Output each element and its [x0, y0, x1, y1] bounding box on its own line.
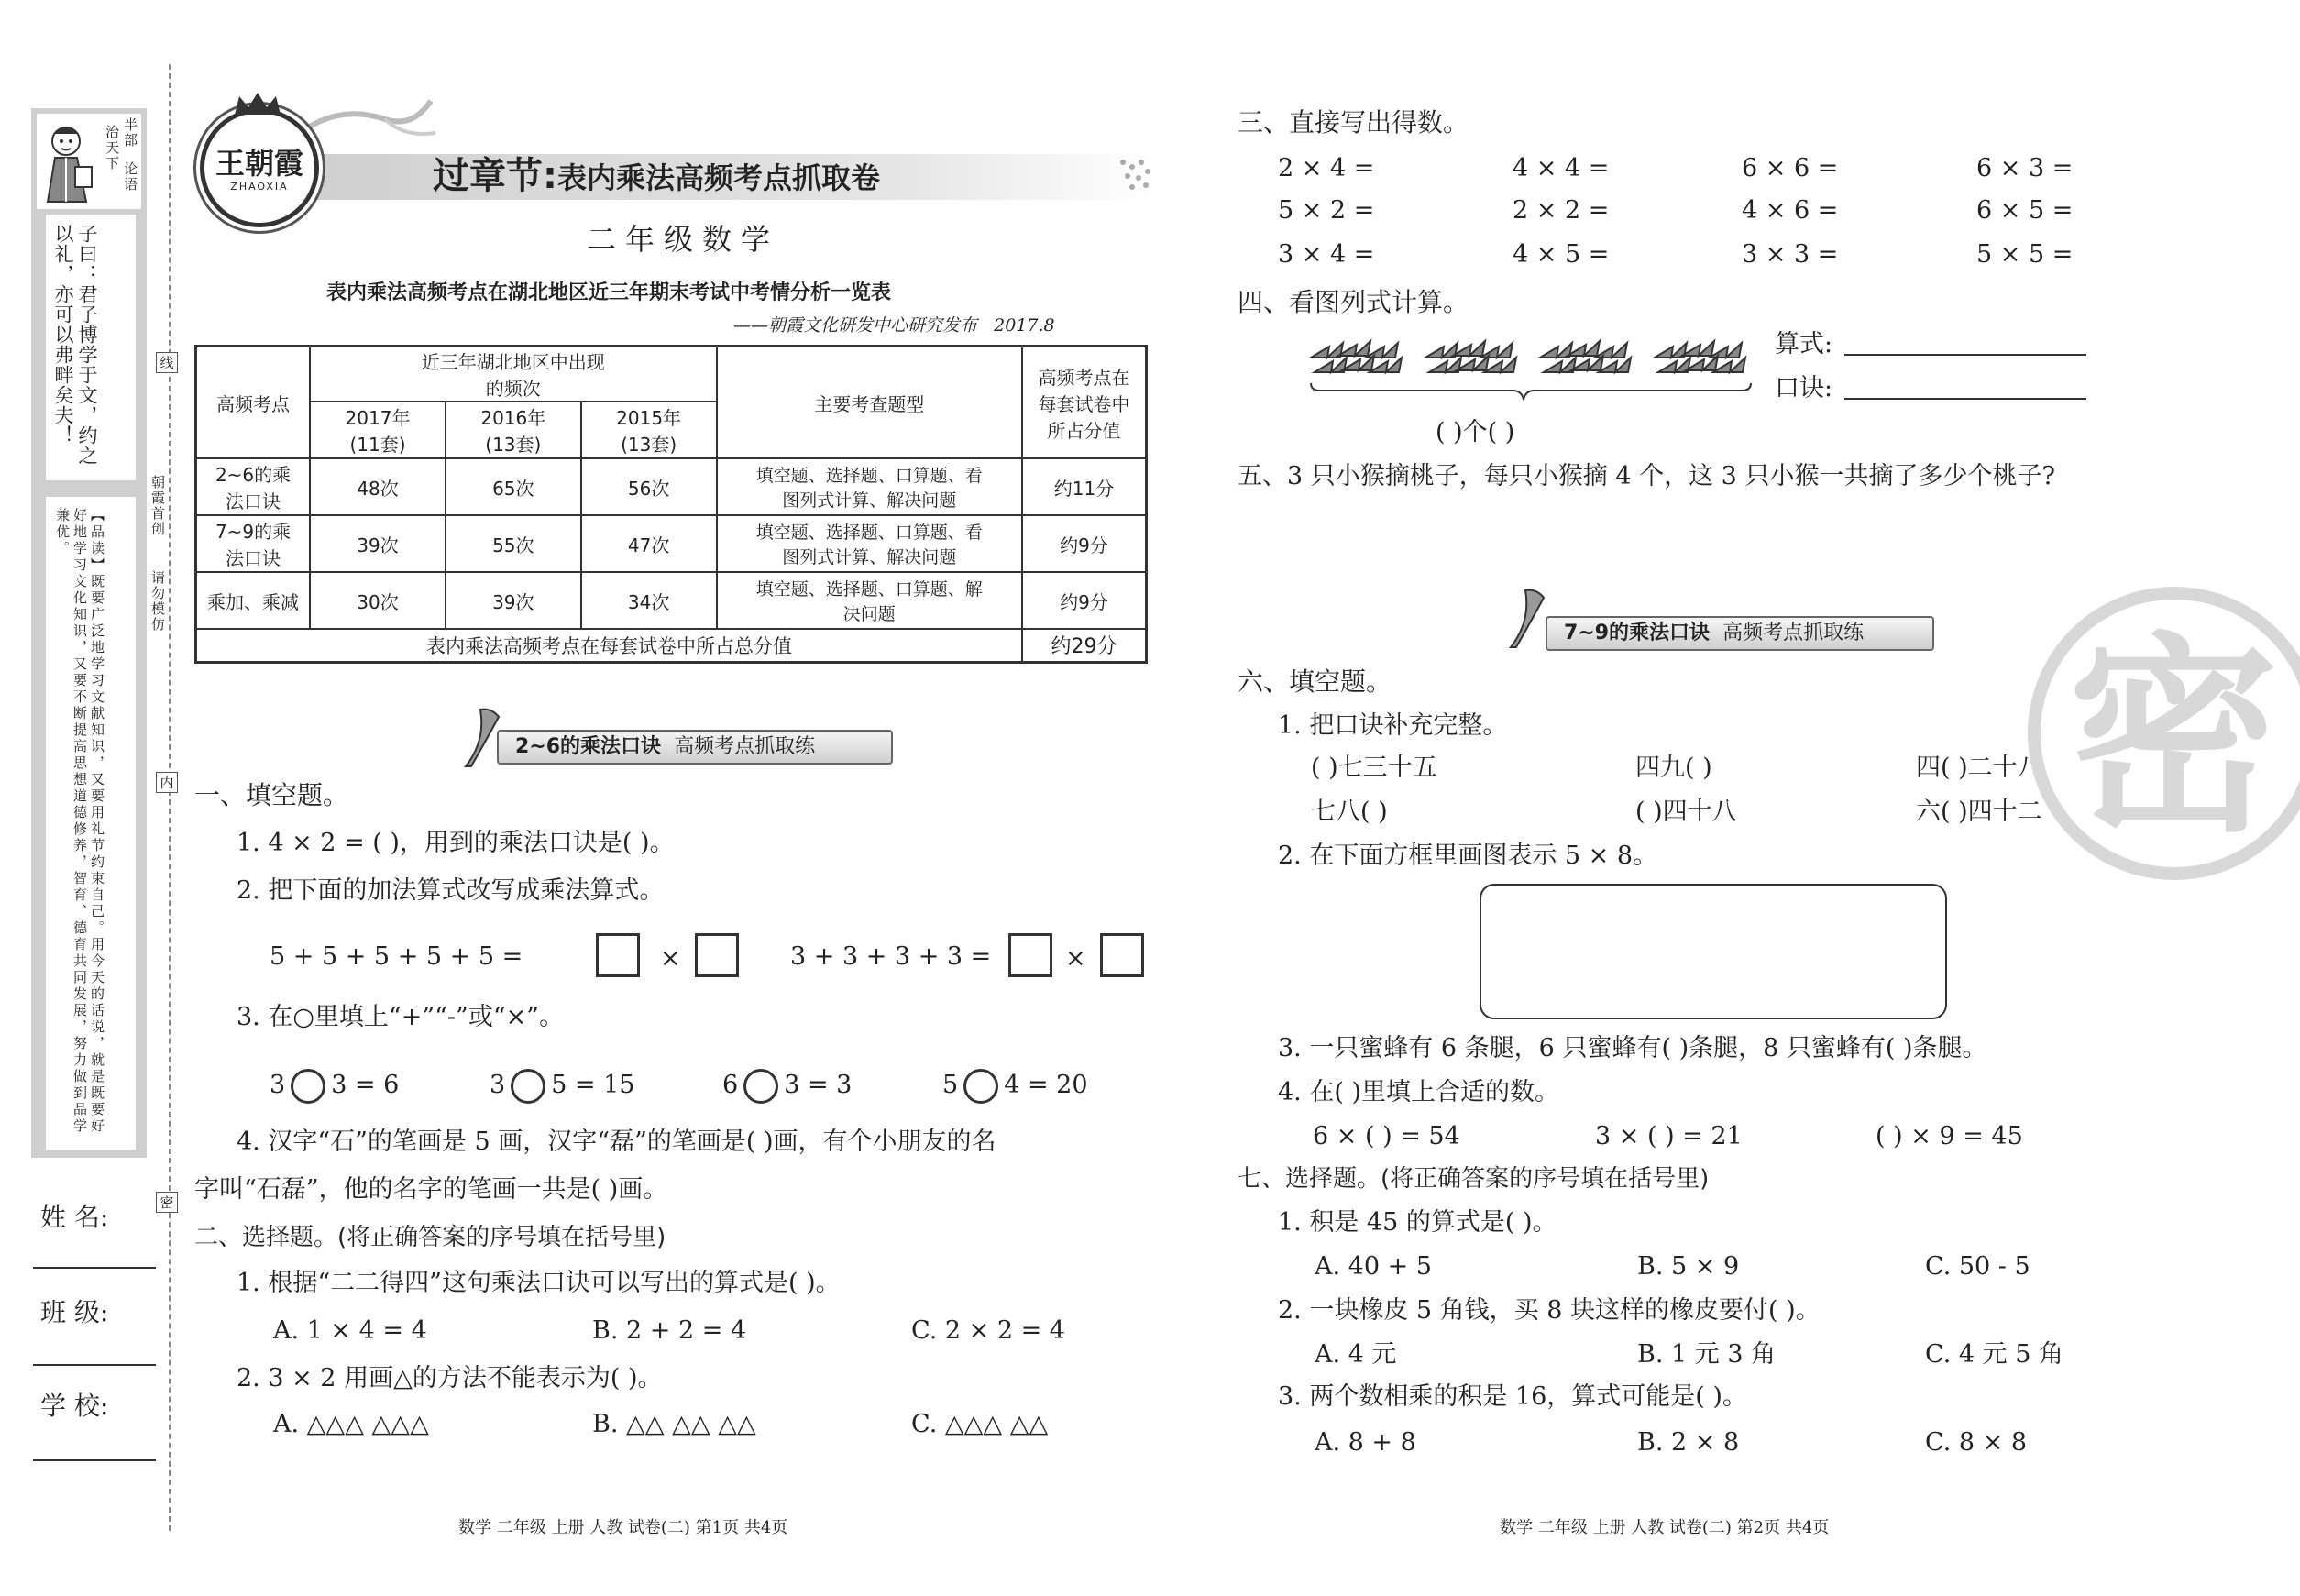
- q2-2-option-c: C. △△△ △△: [911, 1410, 1049, 1438]
- rhyme-blank: 四九( ): [1635, 754, 1712, 782]
- rhyme-blank: ( )七三十五: [1311, 754, 1437, 782]
- operand: 6: [722, 1071, 739, 1099]
- banner-char-3: 治天下: [104, 125, 120, 171]
- banner-char-2: 论语: [122, 161, 138, 193]
- calc-item: 3 × 4 =: [1278, 240, 1375, 269]
- secret-watermark: [2028, 587, 2300, 880]
- banner-rest: 高频考点抓取练: [1722, 622, 1865, 644]
- row-topic: 7~9的乘法口诀: [196, 515, 311, 572]
- times-sign: ×: [660, 944, 681, 973]
- q7-2-option-c: C. 4 元 5 角: [1925, 1340, 2063, 1369]
- rhyme-line[interactable]: [1844, 398, 2086, 400]
- q7-1-option-b: B. 5 × 9: [1637, 1252, 1740, 1281]
- operand-rest: 3 = 3: [784, 1071, 853, 1099]
- circle-expr-4: [942, 1067, 1088, 1104]
- q7-1-option-c: C. 50 - 5: [1925, 1252, 2030, 1281]
- title-main: [433, 152, 880, 202]
- circle-expr-1: [270, 1067, 399, 1104]
- q6-3: 3. 一只蜜蜂有 6 条腿，6 只蜜蜂有( )条腿，8 只蜜蜂有( )条腿。: [1278, 1034, 1987, 1062]
- row-2015: 56次: [581, 458, 717, 515]
- birds-illustration: [1302, 330, 1760, 403]
- sidebar-commentary-panel: [46, 497, 136, 1150]
- calc-item: 4 × 4 =: [1513, 154, 1610, 182]
- row-types: 填空题、选择题、口算题、解决问题: [717, 572, 1023, 629]
- q7-3-option-c: C. 8 × 8: [1925, 1428, 2028, 1457]
- answer-box[interactable]: [596, 933, 640, 977]
- operator-circle[interactable]: [291, 1069, 325, 1104]
- row-score: 约11分: [1022, 458, 1146, 515]
- name-field[interactable]: [33, 1267, 156, 1269]
- operator-circle[interactable]: [743, 1069, 778, 1104]
- logo: [200, 108, 319, 227]
- watermark-char: 密: [2068, 613, 2280, 861]
- q2-1: 1. 根据“二二得四”这句乘法口诀可以写出的算式是( )。: [237, 1269, 841, 1297]
- q1-3: 3. 在○里填上“+”“-”或“×”。: [237, 1003, 565, 1031]
- section-3-title: 三、直接写出得数。: [1238, 107, 1469, 138]
- name-label: 姓 名:: [40, 1202, 109, 1232]
- q1-1: 1. 4 × 2 = ( )，用到的乘法口诀是( )。: [237, 829, 675, 857]
- calc-item: 3 × 3 =: [1742, 240, 1839, 269]
- cut-mark-3: 密: [156, 1192, 178, 1213]
- q2-1-option-b: B. 2 + 2 = 4: [592, 1316, 747, 1345]
- dots-pattern: [1118, 158, 1155, 194]
- table-source-text: ——朝霞文化研发中心研究发布: [733, 315, 978, 336]
- header-2016: 2016年(13套): [446, 402, 581, 458]
- table-caption: 表内乘法高频考点在湖北地区近三年期末考试中考情分析一览表: [326, 281, 892, 304]
- section-4-title: 四、看图列式计算。: [1238, 287, 1469, 317]
- subject-title: 二年级数学: [587, 222, 780, 257]
- q1-2a-expr: 5 + 5 + 5 + 5 + 5 =: [270, 942, 523, 971]
- row-2015: 47次: [581, 515, 717, 572]
- stats-table: [194, 345, 1148, 664]
- title-keyword: 过章节: [433, 155, 543, 197]
- operand-rest: 5 = 15: [551, 1071, 635, 1099]
- q6-4: 4. 在( )里填上合适的数。: [1278, 1078, 1559, 1106]
- table-row: [196, 458, 1147, 515]
- operand: 5: [942, 1071, 959, 1099]
- logo-sub: ZHAOXIA: [230, 181, 289, 193]
- fill-number: 6 × ( ) = 54: [1313, 1122, 1460, 1150]
- drawing-box[interactable]: [1480, 884, 1947, 1019]
- section-banner-7-9: [1546, 616, 1934, 651]
- header-score: 高频考点在每套试卷中所占分值: [1022, 347, 1146, 459]
- table-row: [196, 515, 1147, 572]
- q1-4a: 4. 汉字“石”的笔画是 5 画，汉字“磊”的笔画是( )画，有个小朋友的名: [237, 1128, 996, 1156]
- calc-item: 5 × 2 =: [1278, 196, 1375, 225]
- answer-box[interactable]: [1100, 933, 1144, 977]
- times-sign: ×: [1065, 944, 1086, 973]
- calc-item: 2 × 2 =: [1513, 196, 1610, 225]
- scholar-figure-icon: [39, 121, 99, 204]
- cut-mark-1: 线: [156, 352, 178, 373]
- row-types: 填空题、选择题、口算题、看图列式计算、解决问题: [717, 458, 1023, 515]
- sidebar-quote: 子曰：君子博学于文，约之以礼，亦可以弗畔矣夫！: [52, 224, 98, 466]
- q7-1: 1. 积是 45 的算式是( )。: [1278, 1208, 1557, 1237]
- notice-2: 请勿模仿: [149, 570, 166, 633]
- row-2016: 65次: [446, 458, 581, 515]
- footer-left: 数学 二年级 上册 人教 试卷(二) 第1页 共4页: [458, 1518, 788, 1537]
- horn-icon: [1503, 585, 1549, 649]
- section-7-title: 七、选择题。(将正确答案的序号填在括号里): [1238, 1165, 1710, 1193]
- s4-blank: ( )个( ): [1436, 418, 1515, 446]
- fill-number: ( ) × 9 = 45: [1876, 1122, 2023, 1150]
- calc-item: 2 × 4 =: [1278, 154, 1375, 182]
- class-field[interactable]: [33, 1364, 156, 1366]
- operator-circle[interactable]: [963, 1069, 998, 1104]
- q6-1: 1. 把口诀补充完整。: [1278, 711, 1508, 740]
- answer-box[interactable]: [695, 933, 739, 977]
- rhyme-blank: 六( )四十二: [1916, 798, 2042, 826]
- calc-item: 4 × 5 =: [1513, 240, 1610, 269]
- rhyme-blank: ( )四十八: [1635, 798, 1737, 826]
- q7-1-option-a: A. 40 + 5: [1315, 1252, 1432, 1281]
- sidebar-banner: [37, 114, 141, 209]
- school-label: 学 校:: [40, 1391, 109, 1421]
- rhyme-blank: 四( )二十八: [1916, 754, 2042, 782]
- row-topic: 乘加、乘减: [196, 572, 311, 629]
- s4-rhyme-label: 口诀:: [1775, 374, 1833, 402]
- q6-2: 2. 在下面方框里画图表示 5 × 8。: [1278, 842, 1658, 870]
- q7-2: 2. 一块橡皮 5 角钱，买 8 块这样的橡皮要付( )。: [1278, 1296, 1821, 1325]
- row-2015: 34次: [581, 572, 717, 629]
- fill-number: 3 × ( ) = 21: [1595, 1122, 1743, 1150]
- row-score: 约9分: [1022, 515, 1146, 572]
- table-row: [196, 572, 1147, 629]
- q1-2b-expr: 3 + 3 + 3 + 3 =: [790, 942, 992, 971]
- calc-item: 6 × 5 =: [1976, 196, 2074, 225]
- q7-2-option-b: B. 1 元 3 角: [1637, 1340, 1777, 1369]
- header-freq: 近三年湖北地区中出现的频次: [310, 347, 716, 402]
- q7-3: 3. 两个数相乘的积是 16，算式可能是( )。: [1278, 1382, 1747, 1411]
- header-2015: 2015年(13套): [581, 402, 717, 458]
- header-topic: 高频考点: [196, 347, 311, 459]
- table-date: 2017.8: [994, 315, 1055, 336]
- header-types: 主要考查题型: [717, 347, 1023, 459]
- circle-expr-2: [490, 1067, 635, 1104]
- section-5: 五、3 只小猴摘桃子，每只小猴摘 4 个，这 3 只小猴一共摘了多少个桃子?: [1238, 462, 2055, 490]
- circle-expr-3: [722, 1067, 852, 1104]
- rhyme-blank: 七八( ): [1311, 798, 1388, 826]
- operator-circle[interactable]: [511, 1069, 545, 1104]
- q2-1-option-a: A. 1 × 4 = 4: [273, 1316, 427, 1345]
- q2-2-option-b: B. △△ △△ △△: [592, 1410, 756, 1438]
- banner-char-1: 半部: [122, 117, 138, 149]
- q7-3-option-b: B. 2 × 8: [1637, 1428, 1740, 1457]
- title-rest: 表内乘法高频考点抓取卷: [557, 160, 881, 195]
- operand-rest: 4 = 20: [1004, 1071, 1088, 1099]
- section-2-title: 二、选择题。(将正确答案的序号填在括号里): [194, 1224, 666, 1251]
- section-6-title: 六、填空题。: [1238, 666, 1392, 697]
- total-value: 约29分: [1022, 629, 1146, 662]
- row-types: 填空题、选择题、口算题、看图列式计算、解决问题: [717, 515, 1023, 572]
- section-1-title: 一、填空题。: [194, 780, 349, 810]
- class-label: 班 级:: [40, 1297, 109, 1327]
- q1-2: 2. 把下面的加法算式改写成乘法算式。: [237, 876, 665, 905]
- calc-item: 4 × 6 =: [1742, 196, 1839, 225]
- calc-item: 5 × 5 =: [1976, 240, 2074, 269]
- school-field[interactable]: [33, 1459, 156, 1461]
- banner-bold: 7~9的乘法口诀: [1564, 622, 1711, 644]
- row-2016: 39次: [446, 572, 581, 629]
- row-2016: 55次: [446, 515, 581, 572]
- row-topic: 2~6的乘法口诀: [196, 458, 311, 515]
- row-score: 约9分: [1022, 572, 1146, 629]
- banner-bold: 2~6的乘法口诀: [515, 735, 662, 758]
- row-2017: 48次: [310, 458, 446, 515]
- sidebar-commentary: 【品读】既要广泛地学习文献知识，又要用礼节约束自己。用今天的话说，就是既要好好地学习文化知识，又要不断提高思想道德修养，智育、德育共同发展，努力做到品学兼优。: [54, 508, 105, 1135]
- footer-right: 数学 二年级 上册 人教 试卷(二) 第2页 共4页: [1500, 1518, 1830, 1537]
- q7-3-option-a: A. 8 + 8: [1315, 1428, 1416, 1457]
- answer-box[interactable]: [1008, 933, 1052, 977]
- calc-item: 6 × 6 =: [1742, 154, 1839, 182]
- notice-1: 朝霞首创: [149, 475, 166, 537]
- operand-rest: 3 = 6: [331, 1071, 400, 1099]
- s4-formula-label: 算式:: [1775, 330, 1833, 358]
- title-separator: :: [543, 155, 557, 197]
- q2-2: 2. 3 × 2 用画△的方法不能表示为( )。: [237, 1364, 663, 1392]
- formula-line[interactable]: [1844, 354, 2086, 356]
- logo-text: 王朝霞: [215, 146, 303, 181]
- row-2017: 39次: [310, 515, 446, 572]
- section-banner-2-6: [497, 730, 893, 765]
- row-2017: 30次: [310, 572, 446, 629]
- header-2017: 2017年(11套): [310, 402, 446, 458]
- q2-2-option-a: A. △△△ △△△: [273, 1410, 429, 1438]
- cut-mark-2: 内: [156, 772, 178, 793]
- cut-line: [169, 64, 171, 1531]
- calc-item: 6 × 3 =: [1976, 154, 2074, 182]
- sidebar-quote-panel: [46, 215, 136, 480]
- q1-4b: 字叫“石磊”，他的名字的笔画一共是( )画。: [194, 1175, 668, 1204]
- banner-rest: 高频考点抓取练: [674, 735, 816, 758]
- operand: 3: [490, 1071, 506, 1099]
- operand: 3: [270, 1071, 286, 1099]
- q2-1-option-c: C. 2 × 2 = 4: [911, 1316, 1065, 1345]
- table-source: [733, 312, 1055, 336]
- q7-2-option-a: A. 4 元: [1315, 1340, 1397, 1369]
- crown-icon: [230, 89, 285, 116]
- total-label: 表内乘法高频考点在每套试卷中所占总分值: [196, 629, 1023, 662]
